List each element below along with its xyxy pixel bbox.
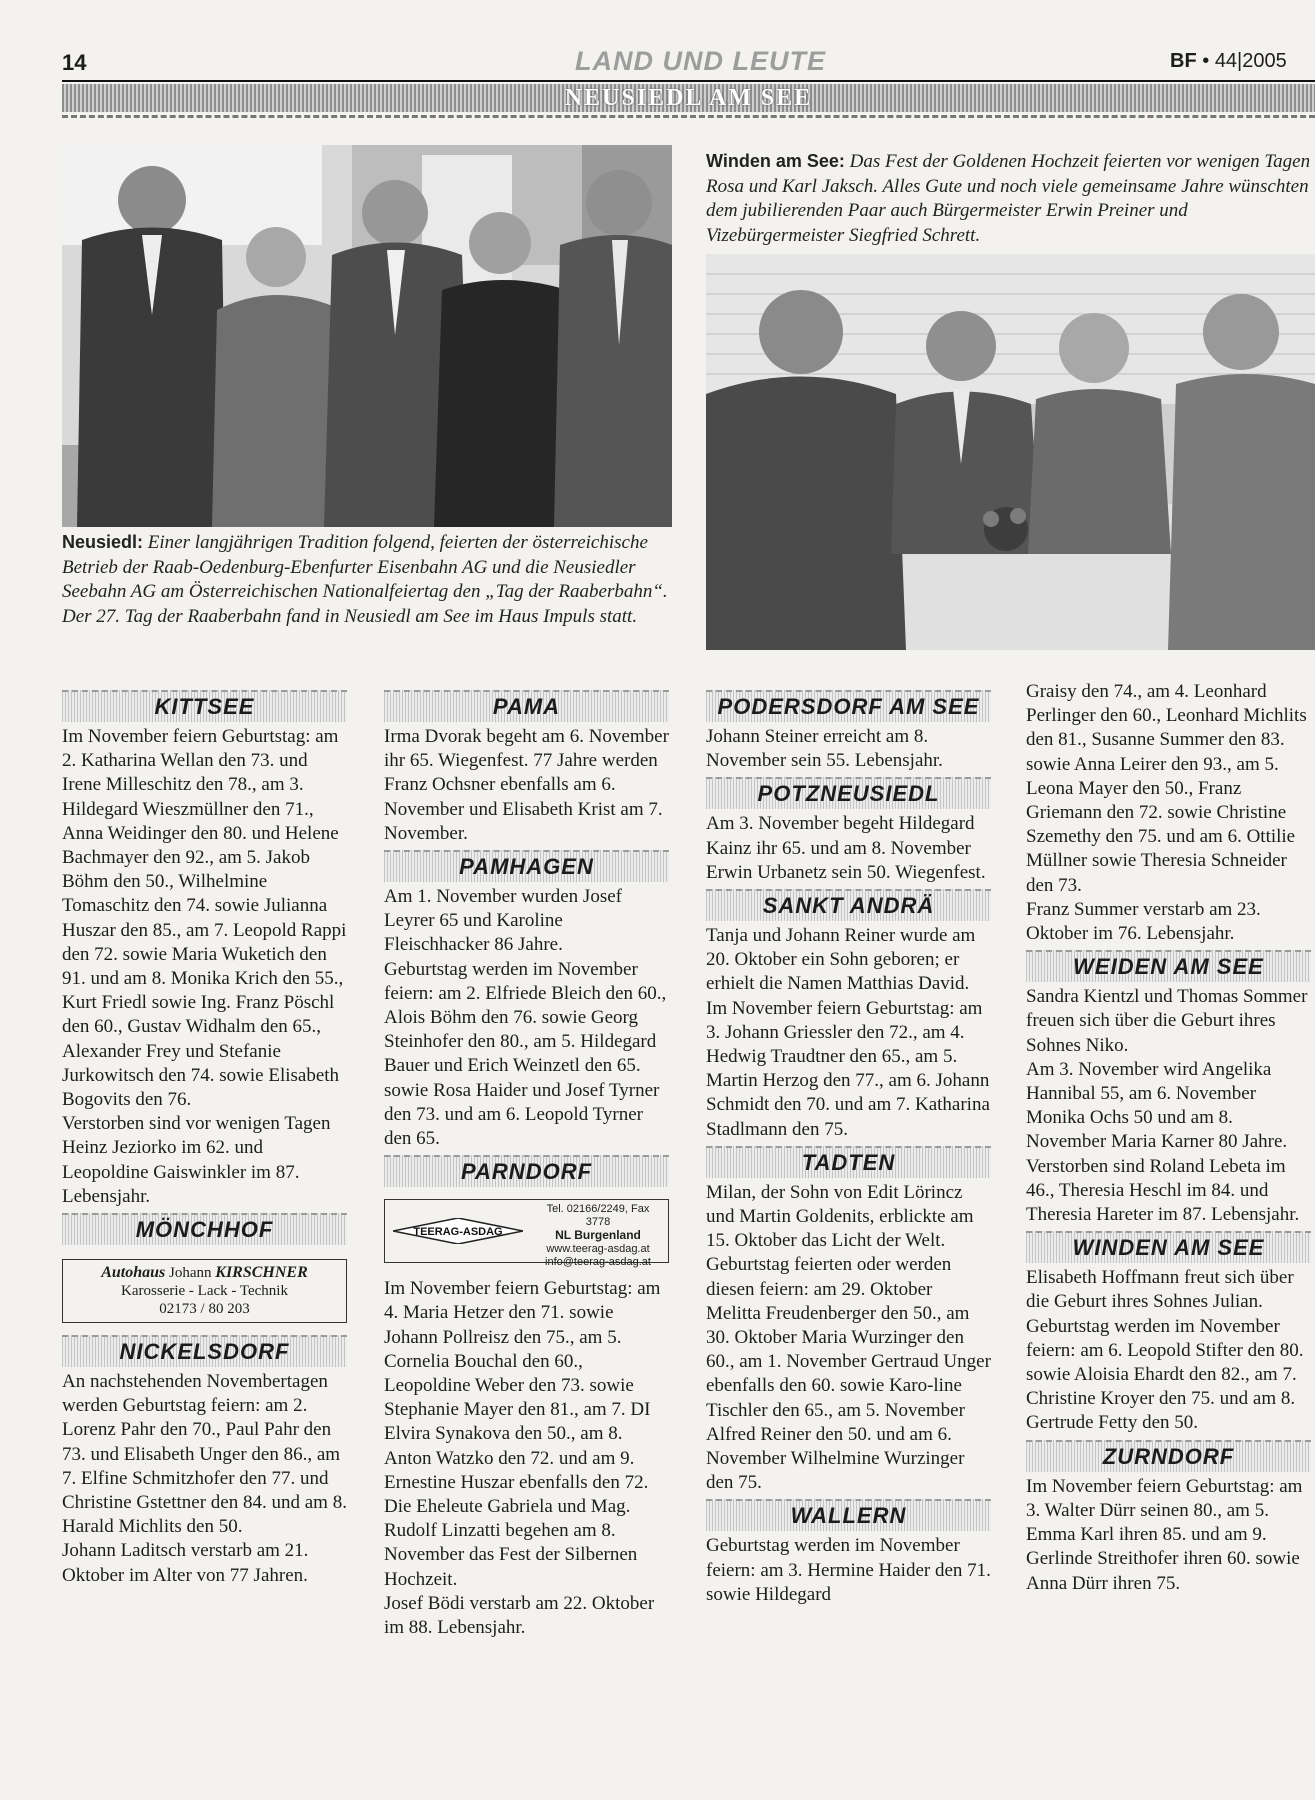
section-heading — [384, 850, 669, 882]
paragraph: Am 1. November wurden Josef Leyrer 65 und Karoline Fleischhacker 86 Jahre. — [384, 886, 622, 956]
header-dash-rule — [62, 115, 1315, 118]
region-band — [62, 84, 1315, 112]
caption-place: Neusiedl: — [62, 532, 144, 552]
ad-line: Autohaus — [101, 1264, 166, 1282]
paragraph: Im November feiern Geburtstag: am 4. Maria Hetzer den 71. sowie Johann Pollreisz den 75., am 5. Cornelia Bouchal den 60., Leopoldine Weber den 73. sowie Stephanie Mayer den 81., am 7. DI Elvira Synakova den 50., am 8. Anton Watzko den 72. und am 9. Ernestine Huszar ebenfalls den 72. — [384, 1278, 661, 1493]
section-title: POTZNEUSIEDL — [757, 781, 940, 807]
kirschner-ad — [62, 1259, 347, 1323]
paragraph: An nachstehenden Novembertagen werden Geburtstag feiern: am 2. Lorenz Pahr den 70., Paul Pahr den 73. und Elisabeth Unger den 86., am 7. Elfine Schmitzhofer den 77. und Christine Gstettner den 84. und am 8. Harald Michlits den 50. — [62, 1371, 347, 1538]
section-title: WINDEN AM SEE — [1072, 1235, 1265, 1261]
ad-line: www.teerag-asdag.at — [546, 1243, 650, 1256]
paragraph: Am 3. November wird Angelika Hannibal 55, am 6. November Monika Ochs 50 und am 8. November Maria Karner 80 Jahre. — [1026, 1058, 1288, 1153]
ad-line: Karosserie - Lack - Technik — [121, 1283, 288, 1300]
section-body-zurndorf — [1026, 1475, 1311, 1596]
section-body-podersdorf — [706, 725, 991, 773]
section-body-parndorf — [384, 1277, 669, 1640]
paragraph: Verstorben sind vor wenigen Tagen Heinz Jeziorko im 62. und Leopoldine Gaiswinkler im 87. Lebensjahr. — [62, 1113, 331, 1207]
section-heading — [62, 690, 347, 722]
section-body-tadten — [706, 1181, 991, 1496]
paragraph: Johann Laditsch verstarb am 21. Oktober im Alter von 77 Jahren. — [62, 1540, 309, 1586]
section-heading — [384, 1155, 669, 1187]
paragraph: Geburtstag werden im November feiern: am 2. Elfriede Bleich den 60., Alois Böhm den 76. sowie Georg Steinhofer den 80., am 5. Hildegard Bauer und Erich Weinzetl den 65. sowie Rosa Haider und Josef Tyrner den 73. und am 6. Leopold Tyrner den 65. — [384, 958, 667, 1150]
section-heading — [706, 777, 991, 809]
section-heading — [62, 1335, 347, 1367]
teerag-logo-icon — [393, 1218, 523, 1244]
ad-line: Tel. 02166/2249, Fax 3778 — [546, 1203, 650, 1229]
section-title: KITTSEE — [154, 694, 255, 719]
section-title: TADTEN — [801, 1149, 896, 1175]
issue-brand: BF — [1170, 50, 1197, 72]
rubric-title: LAND UND LEUTE — [575, 46, 826, 76]
section-title: PAMHAGEN — [459, 854, 594, 880]
section-heading — [384, 690, 669, 722]
teerag-info — [533, 1203, 663, 1269]
section-body-winden — [1026, 1266, 1311, 1435]
section-body-wallern — [706, 1534, 991, 1607]
section-heading — [62, 1213, 347, 1245]
section-title: PAMA — [492, 694, 561, 719]
section-heading — [706, 1146, 991, 1178]
caption-text: Einer langjährigen Tradition folgend, feierten der österreichische Betrieb der Raab-Oedenburg-Ebenfurter Eisenbahn AG und die Neusiedler Seebahn AG am Österreichischen Nationalfeiertag den „Tag der Raaberbahn“. Der 27. Tag der Raaberbahn fand in Neusiedl am See im Haus Impuls statt. — [62, 532, 668, 627]
caption-text: Das Fest der Goldenen Hochzeit feierten vor wenigen Tagen Rosa und Karl Jaksch. Alles Gute und noch viele gemeinsame Jahre wünschten dem jubilierenden Paar auch Bürgermeister Erwin Preiner und Vizebürgermeister Siegfried Schrett. — [706, 151, 1311, 246]
section-heading — [1026, 1440, 1311, 1472]
paragraph: Am 3. November begeht Hildegard Kainz ihr 65. und am 8. November Erwin Urbanetz sein 50. Wiegenfest. — [706, 813, 986, 883]
ad-line: Johann — [169, 1265, 212, 1282]
section-body-nickelsdorf — [62, 1370, 347, 1588]
paragraph: Verstorben sind Roland Lebeta im 46., Theresia Heschl im 84. und Theresia Hareter im 87. Lebensjahr. — [1026, 1155, 1300, 1226]
ad-line: 02173 / 80 203 — [159, 1301, 250, 1318]
column-4 — [1026, 680, 1311, 1596]
page-number: 14 — [62, 50, 87, 75]
column-2 — [384, 686, 669, 1640]
paragraph: Geburtstag werden im November feiern: am 3. Hermine Haider den 71. sowie Hildegard — [706, 1535, 991, 1605]
caption-place: Winden am See: — [706, 151, 845, 171]
paragraph: Josef Bödi verstarb am 22. Oktober im 88. Lebensjahr. — [384, 1592, 655, 1639]
paragraph: Geburtstag werden im November feiern: am 6. Leopold Stifter den 80. sowie Aloisia Ehardt den 82., am 7. Christine Kroyer den 75. und am 8. Gertrude Fetty den 50. — [1026, 1315, 1304, 1434]
ad-line: KIRSCHNER — [215, 1264, 308, 1282]
paragraph: Tanja und Johann Reiner wurde am 20. Oktober ein Sohn geboren; er erhielt die Namen Matthias David. — [706, 925, 976, 995]
paragraph: Im November feiern Geburtstag: am 3. Johann Griessler den 72., am 4. Hedwig Traudtner den 65., am 5. Martin Herzog den 77., am 6. Johann Schmidt den 70. und am 7. Katharina Stadlmann den 75. — [706, 997, 990, 1140]
ad-line: NL Burgenland — [555, 1228, 641, 1243]
section-title: PARNDORF — [460, 1159, 593, 1185]
ad-line: info@teerag-asdag.at — [545, 1256, 651, 1269]
paragraph: Graisy den 74., am 4. Leonhard Perlinger den 60., Leonhard Michlits den 81., Susanne Summer den 83. sowie Anna Leirer den 93., am 5. Leona Mayer den 50., Franz Griemann den 72. sowie Christine Szemethy den 75. und am 6. Ottilie Müllner sowie Theresia Schneider den 73. — [1026, 681, 1307, 896]
paragraph: Milan, der Sohn von Edit Lörincz und Martin Goldenits, erblickte am 15. Oktober das Licht der Welt. — [706, 1181, 974, 1252]
region-title: NEUSIEDL AM SEE — [564, 85, 813, 111]
paragraph: Sandra Kientzl und Thomas Sommer freuen sich über die Geburt ihres Sohnes Niko. — [1026, 986, 1308, 1056]
section-title: SANKT ANDRÄ — [762, 893, 935, 919]
winden-caption — [706, 150, 1312, 248]
section-body-pamhagen — [384, 885, 669, 1151]
section-body-kittsee — [62, 725, 347, 1209]
paragraph: Irma Dvorak begeht am 6. November ihr 65. Wiegenfest. 77 Jahre werden Franz Ochsner ebenfalls am 6. November und Elisabeth Krist am 7. November. — [384, 726, 669, 844]
section-title: WEIDEN AM SEE — [1073, 954, 1264, 980]
issue-number: 44|2005 — [1214, 50, 1287, 72]
header-rule — [62, 80, 1315, 82]
section-heading — [706, 690, 991, 722]
neusiedl-group-photo — [62, 145, 672, 527]
column-1 — [62, 686, 347, 1588]
section-title: PODERSDORF AM SEE — [717, 694, 980, 719]
section-body-potzneusiedl — [706, 812, 991, 885]
section-body-weiden — [1026, 985, 1311, 1227]
section-title: ZURNDORF — [1102, 1443, 1235, 1469]
section-body-sankt-andrae — [706, 924, 991, 1142]
section-title: MÖNCHHOF — [135, 1217, 274, 1243]
issue-label — [1170, 50, 1287, 73]
paragraph: Franz Summer verstarb am 23. Oktober im 76. Lebensjahr. — [1026, 898, 1261, 945]
paragraph: Elisabeth Hoffmann freut sich über die Geburt ihres Sohnes Julian. — [1026, 1267, 1294, 1313]
paragraph: Die Eheleute Gabriela und Mag. Rudolf Linzatti begehen am 8. November das Fest der Silbernen Hochzeit. — [384, 1496, 638, 1590]
issue-separator: • — [1202, 50, 1210, 72]
section-body-wallern-cont — [1026, 680, 1311, 946]
winden-couple-photo — [706, 254, 1315, 650]
teerag-logo-text: TEERAG-ASDAG — [413, 1226, 503, 1239]
section-heading — [706, 1499, 991, 1531]
paragraph: Geburtstag feierten oder werden diesen feiern: am 29. Oktober Melitta Freudenberger den 50., am 30. Oktober Maria Wurzinger den 60., am 1. November Gertraud Unger ebenfalls den 60. sowie Karo-line Tischler den 65., am 5. November Alfred Reiner den 50. und am 6. November Wilhelmine Wurzinger den 75. — [706, 1254, 991, 1494]
paragraph: Im November feiern Geburtstag: am 3. Walter Dürr seinen 80., am 5. Emma Karl ihren 85. und am 9. Gerlinde Streithofer ihren 60. sowie Anna Dürr ihren 75. — [1026, 1475, 1303, 1594]
section-title: NICKELSDORF — [119, 1339, 290, 1365]
section-title: WALLERN — [790, 1503, 907, 1529]
paragraph: Johann Steiner erreicht am 8. November sein 55. Lebensjahr. — [706, 726, 943, 772]
column-3 — [706, 686, 991, 1607]
section-heading — [1026, 1231, 1311, 1263]
section-heading — [1026, 950, 1311, 982]
neusiedl-caption — [62, 531, 672, 629]
paragraph: Im November feiern Geburtstag: am 2. Katharina Wellan den 73. und Irene Milleschitz den 78., am 3. Hildegard Wieszmüllner den 71., Anna Weidinger den 80. und Helene Bachmayer den 92., am 5. Jakob Böhm den 50., Wilhelmine Tomaschitz den 74. sowie Julianna Huszar den 85., am 7. Leopold Rappi den 72. sowie Maria Wuketich den 91. und am 8. Monika Krich den 55., Kurt Friedl sowie Ing. Franz Pöschl den 60., Gustav Widhalm den 65., Alexander Frey und Stefanie Jurkowitsch den 74. sowie Elisabeth Bogovits den 76. — [62, 726, 347, 1111]
section-heading — [706, 889, 991, 921]
section-body-pama — [384, 725, 669, 846]
teerag-ad — [384, 1199, 669, 1269]
